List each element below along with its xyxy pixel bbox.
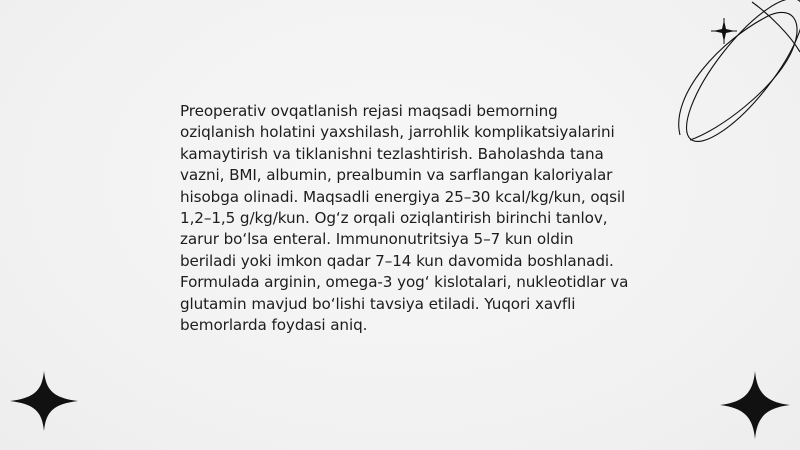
star-icon	[10, 371, 78, 431]
body-paragraph: Preoperativ ovqatlanish rejasi maqsadi bemorning oziqlanish holatini yaxshilash, jarrohlik komplikatsiyalarini kamaytirish va tiklanishni tezlashtirish. Baholashda tana vazni, BMI, albumin, prealbumin va sarflangan kaloriyalar hisobga olinadi. Maqsadli energiya 25–30 kcal/kg/kun, oqsil 1,2–1,5 g/kg/kun. Og‘z orqali oziqlantirish birinchi tanlov, zarur bo‘lsa enteral. Immunonutritsiya 5–7 kun oldin beriladi yoki imkon qadar 7–14 kun davomida boshlanadi. Formulada arginin, omega-3 yog‘ kislotalari, nukleotidlar va glutamin mavjud bo‘lishi tavsiya etiladi. Yuqori xavfli bemorlarda foydasi aniq.	[180, 102, 629, 335]
star-icon	[720, 371, 790, 439]
orbit-decoration-icon	[660, 0, 800, 150]
